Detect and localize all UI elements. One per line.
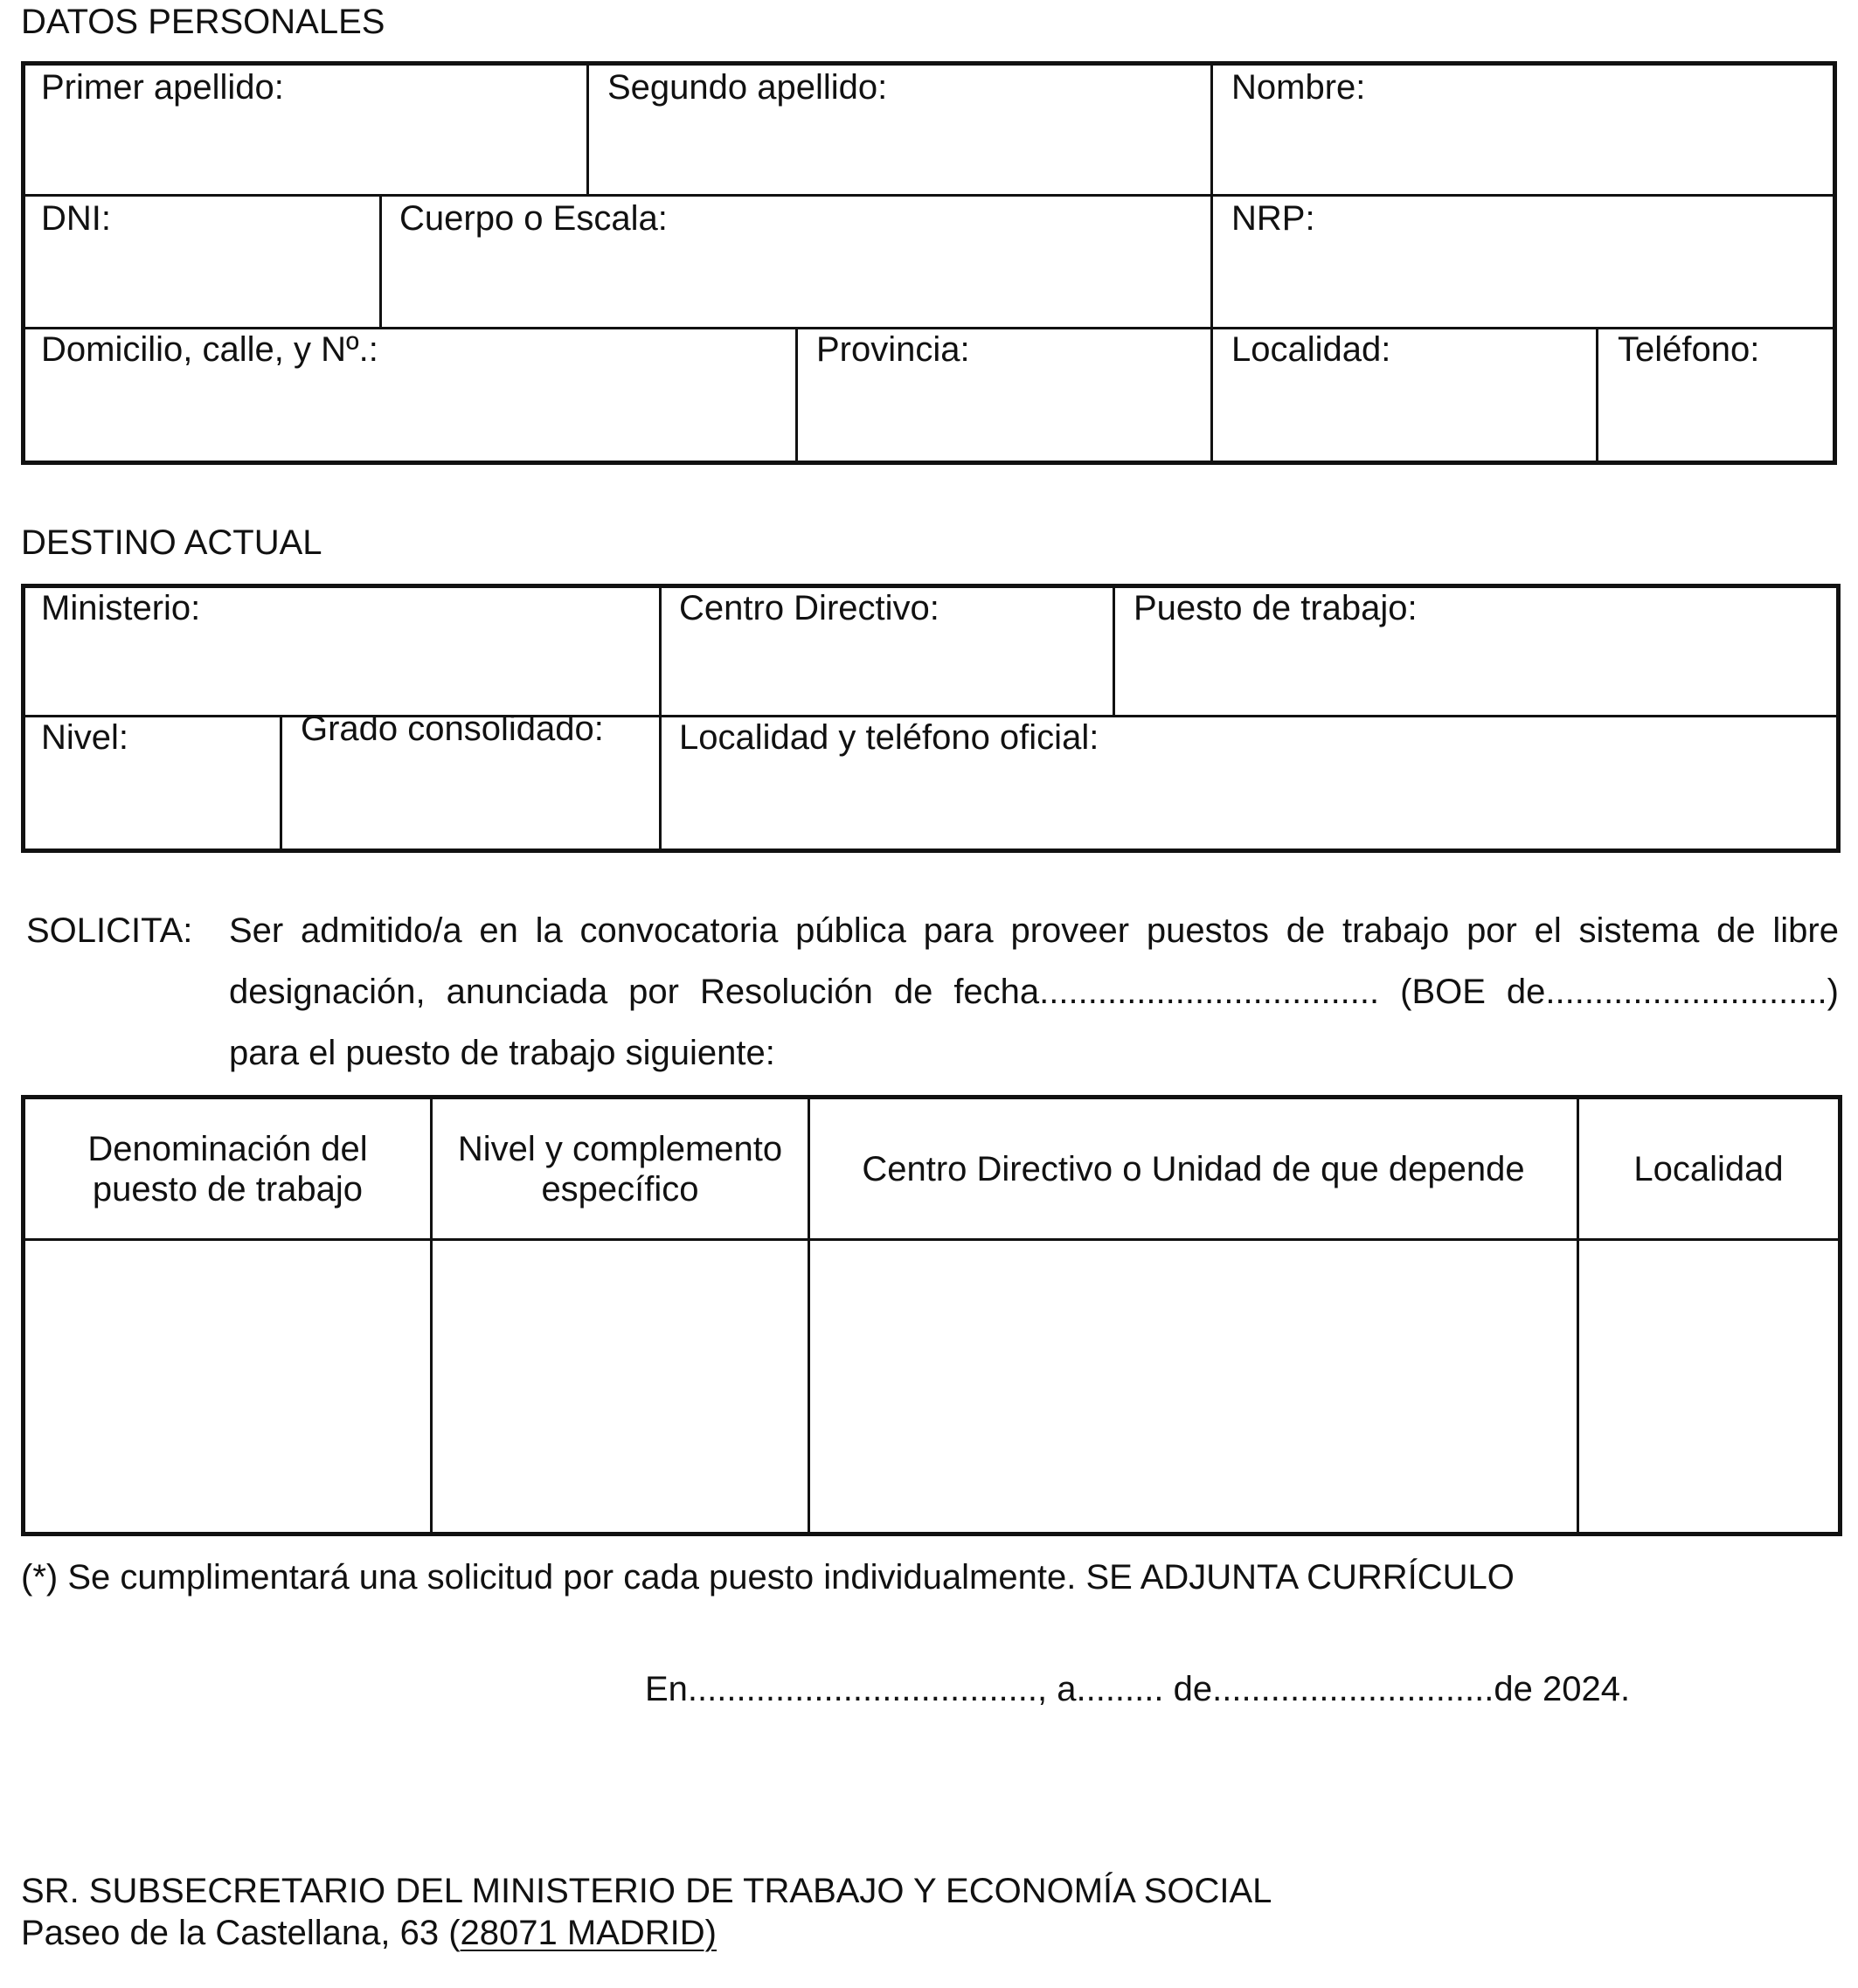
nivel-field[interactable] [25, 717, 280, 849]
solicita-line-1: Ser admitido/a en la convocatoria pública para proveer puestos de trabajo por el sistema de libre [229, 911, 1839, 950]
address-postal-city: 28071 MADRID) [460, 1914, 717, 1952]
dni-label: DNI: [41, 199, 111, 238]
localidad-telefono-oficial-label: Localidad y teléfono oficial: [679, 718, 1099, 757]
localidad-telefono-oficial-field[interactable] [662, 717, 1836, 849]
localidad-field[interactable] [1213, 329, 1596, 461]
nombre-field[interactable] [1213, 66, 1833, 194]
solicita-line-2: designación, anunciada por Resolución de fecha................................... (BOE de.............................) [229, 973, 1839, 1011]
header-localidad: Localidad [1633, 1149, 1784, 1188]
centro-directivo-input-cell[interactable] [810, 1241, 1577, 1532]
nrp-field[interactable] [1213, 197, 1833, 327]
telefono-field[interactable] [1598, 329, 1833, 461]
nivel-label: Nivel: [41, 718, 129, 757]
solicita-label: SOLICITA: [26, 911, 193, 950]
primer-apellido-field[interactable] [25, 66, 586, 194]
dni-field[interactable] [25, 197, 379, 327]
domicilio-label: Domicilio, calle, y Nº.: [41, 330, 378, 369]
address-street: Paseo de la Castellana, 63 ( [21, 1914, 461, 1952]
localidad-label: Localidad: [1231, 330, 1391, 369]
primer-apellido-label: Primer apellido: [41, 68, 284, 107]
puesto-trabajo-field[interactable] [1115, 588, 1836, 715]
ministerio-field[interactable] [25, 588, 659, 715]
denominacion-input-cell[interactable] [25, 1241, 430, 1532]
telefono-label: Teléfono: [1618, 330, 1760, 369]
nombre-label: Nombre: [1231, 68, 1366, 107]
cuerpo-escala-label: Cuerpo o Escala: [399, 199, 668, 238]
centro-directivo-label: Centro Directivo: [679, 589, 939, 627]
segundo-apellido-label: Segundo apellido: [607, 68, 888, 107]
header-nivel-complemento: Nivel y complemento específico [457, 1129, 783, 1209]
footnote: (*) Se cumplimentará una solicitud por cada puesto individualmente. SE ADJUNTA CURRÍCULO [21, 1558, 1515, 1597]
puesto-trabajo-label: Puesto de trabajo: [1134, 589, 1418, 627]
segundo-apellido-field[interactable] [589, 66, 1210, 194]
cuerpo-escala-field[interactable] [382, 197, 1210, 327]
place-date-line: En...................................., a......... de.............................de 2024. [645, 1670, 1631, 1708]
recipient-address [21, 1912, 717, 1954]
header-centro-directivo: Centro Directivo o Unidad de que depende [862, 1149, 1525, 1188]
grado-consolidado-field[interactable] [282, 710, 659, 849]
grado-consolidado-label: Grado consolidado: [301, 710, 604, 748]
section-title-destino-actual: DESTINO ACTUAL [21, 523, 322, 562]
provincia-label: Provincia: [816, 330, 970, 369]
nrp-label: NRP: [1231, 199, 1315, 238]
recipient-title: SR. SUBSECRETARIO DEL MINISTERIO DE TRABAJO Y ECONOMÍA SOCIAL [21, 1872, 1272, 1910]
localidad-input-cell[interactable] [1579, 1241, 1838, 1532]
header-denominacion: Denominación del puesto de trabajo [87, 1129, 368, 1209]
section-title-datos-personales: DATOS PERSONALES [21, 3, 385, 41]
solicita-line-3: para el puesto de trabajo siguiente: [229, 1034, 775, 1072]
provincia-field[interactable] [798, 329, 1210, 461]
domicilio-field[interactable] [25, 329, 795, 461]
centro-directivo-field[interactable] [662, 588, 1113, 715]
nivel-complemento-input-cell[interactable] [433, 1241, 808, 1532]
ministerio-label: Ministerio: [41, 589, 201, 627]
